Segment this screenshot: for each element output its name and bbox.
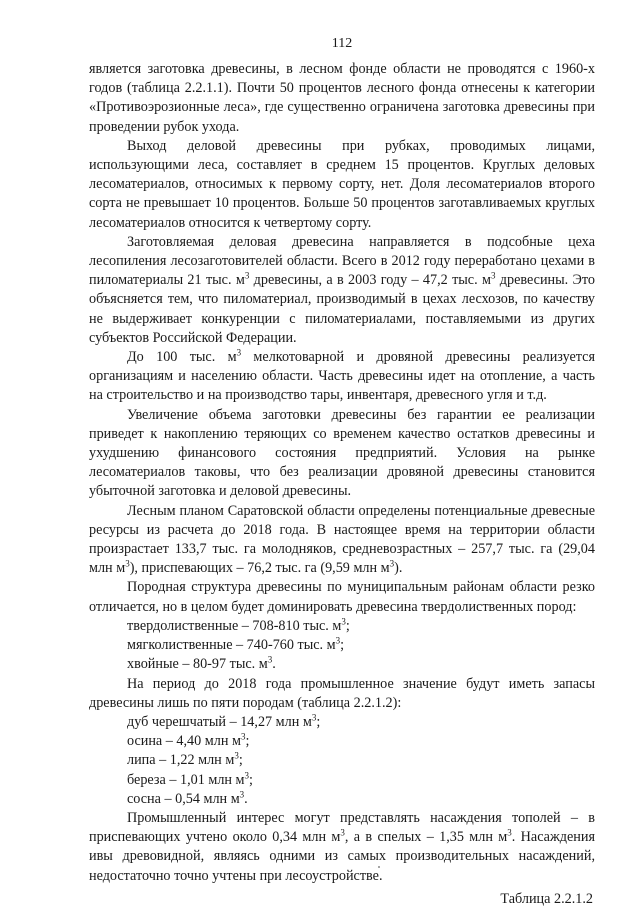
paragraph-intro: является заготовка древесины, в лесном фонде области не проводятся с 1960-х годов (таблица 2.2.1.1). Почти 50 процентов лесного фонда отнесены к категории «Противоэрозионные леса», где существенно ограничена заготовка древесины при проведении рубок ухода.: [89, 61, 595, 135]
list-item: хвойные – 80-97 тыс. $м^3$.: [127, 654, 276, 673]
list-item: сосна – 0,54 млн $м^3$.: [127, 788, 248, 807]
list-item: осина – 4,40 млн $м^3$;: [127, 731, 250, 750]
paragraph-poplar-willow: Промышленный интерес могут представлять насаждения тополей – в приспевающих учтено около 0,34 млн $м^3$, а в спелых – 1,35 млн $м^3$. Насаждения ивы древовидной, являясь одними из самых производительных насаждений, недостаточно точно учтены при лесоустройстве.: [89, 809, 595, 884]
table-caption: Таблица 2.2.1.2: [500, 890, 593, 907]
list-item: липа – 1,22 млн $м^3$;: [127, 750, 243, 769]
document-page: [89, 34, 595, 909]
paragraph-harvest-increase: Увеличение объема заготовки древесины без гарантии ее реализации приведет к накоплению теряющих со временем качество остатков древесины и ухудшению финансового состояния предприятий. Условия на рынке лесоматериалов таковы, что без реализации дровяной древесины становится убыточной заготовка и деловой древесины.: [89, 406, 595, 500]
paragraph-species-structure: Породная структура древесины по муниципальным районам области резко отличается, но в целом будет доминировать древесина твердолиственных пород:: [89, 579, 595, 615]
list-item: дуб черешчатый – 14,27 млн $м^3$;: [127, 712, 321, 730]
paragraph-firewood: До 100 тыс. $м^3$ мелкотоварной и дровяной древесины реализуется организациям и населению области. Часть древесины идет на отопление, а часть на строительство и на производство тары, инвентаря, древесного угля и т.д.: [89, 347, 596, 404]
paragraph-forest-plan: Лесным планом Саратовской области определены потенциальные древесные ресурсы из расчета до 2018 года. В настоящее время на территории области произрастает 133,7 тыс. га молодняков, средневозрастных – 257,7 тыс. га (29,04 млн $м^3$), приспевающих – 76,2 тыс. га (9,59 млн $м^3$).: [89, 502, 595, 577]
list-item: твердолиственные – 708-810 тыс. $м^3$;: [127, 616, 350, 634]
paragraph-sawmill: Заготовляемая деловая древесина направляется в подсобные цеха лесопиления лесозаготовителей области. Всего в 2012 году переработано цехами в пиломатериалы 21 тыс. $м^3$ древесины, а в 2003 году – 47,2 тыс. $м^3$ древесины. Это объясняется тем, что пиломатериал, производимый в цехах лесхозов, по качеству не выдерживает конкуренции с пиломатериалами, поставляемыми из других субъектов Российской Федерации.: [89, 233, 596, 346]
paragraph-output: Выход деловой древесины при рубках, проводимых лицами, использующими леса, составляет в среднем 15 процентов. Круглых деловых лесоматериалов, относимых к первому сорту, нет. Доля лесоматериалов второго сорта не превышает 10 процентов. Больше 50 процентов заготавливаемых круглых лесоматериалов относится к четвертому сорту.: [89, 137, 595, 231]
page-number: 112: [331, 36, 353, 51]
scan-speck: [378, 866, 380, 868]
paragraph-industrial-value: На период до 2018 года промышленное значение будут иметь запасы древесины лишь по пяти породам (таблица 2.2.1.2):: [89, 675, 595, 711]
list-item: береза – 1,01 млн $м^3$;: [127, 769, 253, 788]
list-item: мягколиственные – 740-760 тыс. $м^3$;: [127, 635, 345, 654]
